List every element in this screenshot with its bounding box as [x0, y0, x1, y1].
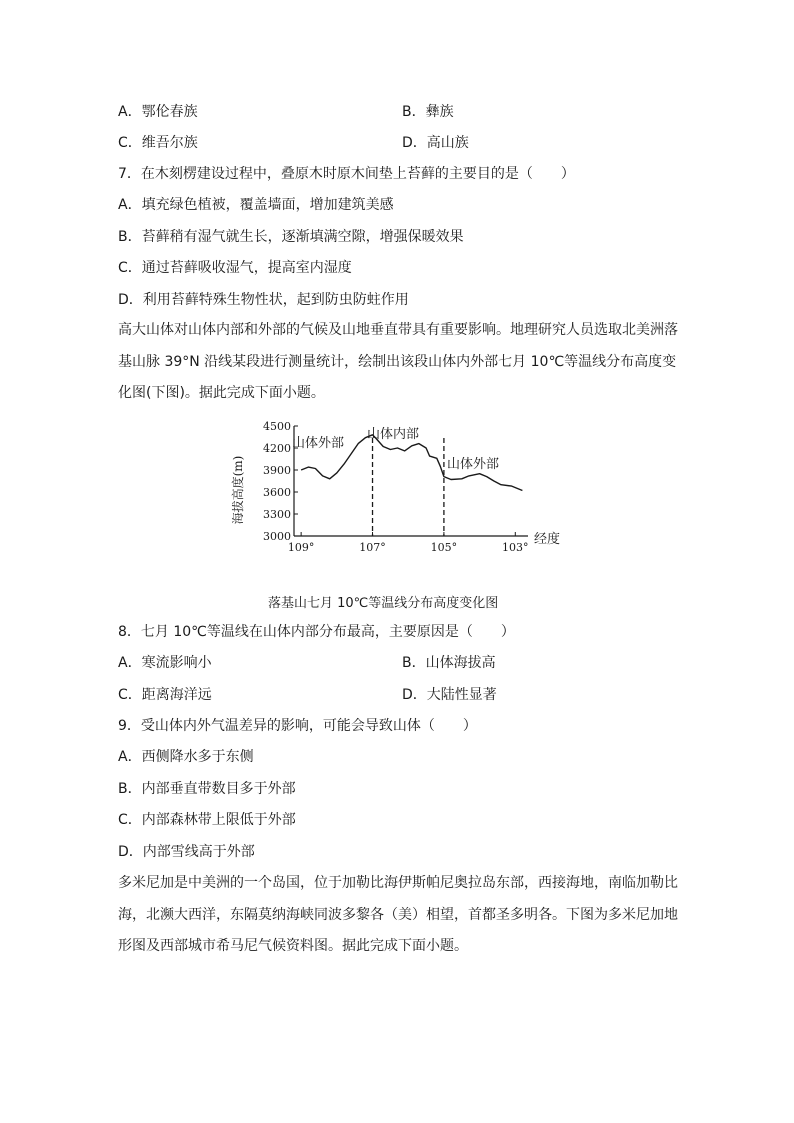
- y-tick-label: 3600: [263, 486, 291, 499]
- q7-stem: 7．在木刻楞建设过程中，叠原木时原木间垫上苔藓的主要目的是（ ）: [118, 166, 575, 182]
- y-tick-label: 3300: [263, 508, 291, 521]
- q8-option-a: A．寒流影响小: [118, 655, 212, 671]
- region-label-right: 山体外部: [447, 457, 500, 472]
- q6-option-b: B．彝族: [402, 104, 454, 120]
- q7-option-d: D．利用苔藓特殊生物性状，起到防虫防蛀作用: [118, 292, 409, 308]
- q8-option-b: B．山体海拔高: [402, 655, 496, 671]
- q9-option-d: D．内部雪线高于外部: [118, 844, 255, 860]
- region-label-middle: 山体内部: [367, 427, 420, 442]
- isotherm-height-chart: [222, 418, 572, 558]
- q7-option-a: A．填充绿色植被，覆盖墙面，增加建筑美感: [118, 197, 394, 213]
- q8-option-c: C．距离海洋远: [118, 687, 212, 703]
- y-axis-label: 海拔高度(m): [231, 455, 245, 525]
- x-tick-label: 105°: [430, 541, 458, 554]
- intro2-line-1: 多米尼加是中美洲的一个岛国，位于加勒比海伊斯帕尼奥拉岛东部，西接海地，南临加勒比: [118, 875, 678, 891]
- intro1-line-3: 化图(下图)。据此完成下面小题。: [118, 385, 325, 401]
- q9-option-a: A．西侧降水多于东侧: [118, 749, 254, 765]
- intro2-line-2: 海，北濒大西洋，东隔莫纳海峡同波多黎各（美）相望，首都圣多明各。下图为多米尼加地: [118, 907, 678, 923]
- y-tick-label: 4500: [263, 420, 291, 433]
- y-tick-label: 4200: [263, 442, 291, 455]
- q7-option-c: C．通过苔藓吸收湿气，提高室内湿度: [118, 260, 352, 276]
- chart-caption: 落基山七月 10℃等温线分布高度变化图: [268, 596, 499, 611]
- q9-option-c: C．内部森林带上限低于外部: [118, 812, 296, 828]
- y-tick-label: 3000: [263, 530, 291, 543]
- intro1-line-1: 高大山体对山体内部和外部的气候及山地垂直带具有重要影响。地理研究人员选取北美洲落: [118, 322, 678, 338]
- q9-stem: 9．受山体内外气温差异的影响，可能会导致山体（ ）: [118, 718, 477, 734]
- intro1-line-2: 基山脉 39°N 沿线某段进行测量统计，绘制出该段山体内外部七月 10℃等温线分布高度变: [118, 354, 677, 370]
- q6-option-a: A．鄂伦春族: [118, 104, 198, 120]
- q6-option-c: C．维吾尔族: [118, 135, 198, 151]
- x-tick-label: 109°: [287, 541, 315, 554]
- q7-option-b: B．苔藓稍有湿气就生长，逐渐填满空隙，增强保暖效果: [118, 229, 464, 245]
- y-tick-label: 3900: [263, 464, 291, 477]
- q6-option-d: D．高山族: [402, 135, 469, 151]
- q9-option-b: B．内部垂直带数目多于外部: [118, 781, 296, 797]
- q8-option-d: D．大陆性显著: [402, 687, 497, 703]
- x-tick-label: 103°: [502, 541, 529, 554]
- x-axis-label: 经度: [534, 532, 561, 547]
- q8-stem: 8．七月 10℃等温线在山体内部分布最高，主要原因是（ ）: [118, 624, 515, 640]
- region-label-left: 山体外部: [292, 436, 345, 451]
- x-tick-label: 107°: [359, 541, 386, 554]
- intro2-line-3: 形图及西部城市希马尼气候资料图。据此完成下面小题。: [118, 938, 468, 954]
